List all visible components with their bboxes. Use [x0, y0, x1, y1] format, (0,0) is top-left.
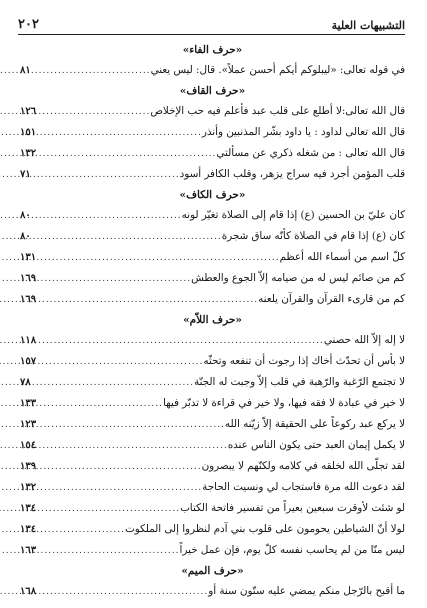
- entry-page-number: ٨٠: [20, 231, 31, 242]
- entry-page-number: ١٦٣: [20, 545, 37, 556]
- dot-leader: [39, 144, 216, 165]
- dot-leader: [39, 102, 150, 123]
- index-entry: [20, 247, 405, 268]
- entry-text: لا إله إلاّ الله حصني: [323, 334, 405, 346]
- dot-leader: [34, 165, 180, 186]
- index-entry: [20, 60, 405, 81]
- section-title: «حرف الفاء»: [182, 44, 243, 56]
- entry-text: قلب المؤمن أجرد فيه سراج يزهر، وقلب الكافر أسود: [179, 168, 405, 180]
- entry-page-number: ١٥١: [20, 127, 37, 138]
- dot-leader: [39, 290, 258, 311]
- entry-text: لا تجتمع الرّغبة والرّهبة في قلب إلاّ وجبت له الجنّة: [194, 376, 405, 388]
- entry-page-number: ١٥٧: [20, 356, 37, 367]
- entry-text: قال الله تعالى : من شغله ذكري عن مسألتي: [216, 147, 405, 159]
- index-entry: [20, 122, 405, 143]
- entry-page-number: ١٣٤: [20, 503, 37, 514]
- dot-leader: [34, 227, 222, 248]
- index-entry: [20, 143, 405, 164]
- index-entry: [20, 456, 405, 477]
- entry-text: لا يركع عبد ركوعاً على الحقيقة إلاّ زيّنه الله: [224, 418, 405, 430]
- entry-text: لا بأس أن تحدّث أخاك إذا رجوت أن تنفعه وتحثّه: [203, 355, 405, 367]
- entry-page-number: ١٦٩: [20, 273, 37, 284]
- entry-text: لقد دعوت الله مرة فاستجاب لي ونسيت الحاجة: [202, 481, 405, 493]
- entry-text: لو شئت لأوقرت سبعين بعيراً من تفسير فاتحة الكتاب: [180, 502, 405, 514]
- index-entry: [20, 372, 405, 393]
- dot-leader: [39, 352, 203, 373]
- dot-leader: [39, 541, 179, 562]
- index-entry: [20, 164, 405, 185]
- entry-text: كلّ اسم من أسماء الله أعظم: [279, 251, 405, 263]
- dot-leader: [39, 520, 125, 541]
- index-entry: [20, 519, 405, 540]
- dot-leader: [39, 123, 202, 144]
- dot-leader: [34, 206, 182, 227]
- entry-page-number: ١٦٩: [20, 294, 37, 305]
- entry-text: قال الله تعالى:لا أطلع على قلب عبد فأعلم فيه حب الإخلاص: [150, 105, 405, 117]
- index-entry: [20, 414, 405, 435]
- entry-page-number: ٨١: [20, 65, 31, 76]
- index-entry: [20, 330, 405, 351]
- entry-text: ما أقبح بالرّجل منكم يمضي عليه ستّون سنة أو: [208, 585, 405, 597]
- entry-text: لا يكمل إيمان العبد حتى يكون الناس عنده: [227, 439, 405, 451]
- entry-page-number: ٨٠: [20, 210, 31, 221]
- page-header: [18, 10, 405, 35]
- entry-page-number: ١٣٩: [20, 461, 37, 472]
- entry-page-number: ٧٨: [20, 377, 31, 388]
- section-title: «حرف الكاف»: [179, 189, 246, 201]
- entry-text: كان عليّ بن الحسين (ع) إذا قام إلى الصلاة تغيّر لونه: [181, 209, 405, 221]
- dot-leader: [39, 436, 228, 457]
- entry-text: ليس منّا من لم يحاسب نفسه كلّ يوم، فإن عمل خيراً: [179, 544, 405, 556]
- entry-page-number: ١٣٤: [20, 524, 37, 535]
- index-entry: [20, 268, 405, 289]
- book-title: التشبيهات العلية: [331, 19, 405, 32]
- index-entry: [20, 351, 405, 372]
- entry-text: لقد تجلّى الله لخلقه في كلامه ولكنّهم لا يبصرون: [201, 460, 405, 472]
- dot-leader: [39, 269, 191, 290]
- section-title: «حرف اللاّم»: [183, 314, 242, 326]
- dot-leader: [39, 499, 180, 520]
- entry-page-number: ١٣٢: [20, 482, 37, 493]
- index-entry: [20, 581, 405, 602]
- dot-leader: [39, 457, 202, 478]
- entry-page-number: ١٥٤: [20, 440, 37, 451]
- index-entry: [20, 205, 405, 226]
- entry-text: لا خير في عبادة لا فقه فيها، ولا خير في قراءة لا تدبّر فيها: [162, 397, 405, 409]
- entry-text: كم من صائم ليس له من صيامه إلاّ الجوع والعطش: [191, 272, 405, 284]
- entry-page-number: ١٣٣: [20, 398, 37, 409]
- page-number: ٢٠٢: [18, 17, 39, 32]
- entry-page-number: ١١٨: [20, 335, 37, 346]
- entry-page-number: ١٢٣: [20, 419, 37, 430]
- dot-leader: [34, 61, 151, 82]
- entry-text: لولا أنّ الشياطين يحومون على قلوب بني آدم لنظروا إلى الملكوت: [125, 523, 405, 535]
- entry-text: كم من قارىء القرآن والقرآن يلعنه: [258, 293, 405, 305]
- dot-leader: [39, 331, 324, 352]
- dot-leader: [39, 415, 225, 436]
- entry-text: كان (ع) إذا قام في الصلاة كأنّه ساق شجرة: [221, 230, 405, 242]
- section-title: «حرف القاف»: [179, 85, 246, 97]
- section-title: «حرف الميم»: [181, 565, 244, 577]
- entry-page-number: ٧١: [20, 169, 31, 180]
- index-entry: [20, 289, 405, 310]
- index-entry: [20, 226, 405, 247]
- index-entry: [20, 477, 405, 498]
- index-entry: [20, 435, 405, 456]
- dot-leader: [39, 394, 163, 415]
- entry-page-number: ١٣١: [20, 252, 37, 263]
- index-entry: [20, 101, 405, 122]
- index-entry: [20, 393, 405, 414]
- entry-page-number: ١٢٦: [20, 106, 37, 117]
- entry-page-number: ١٦٨: [20, 586, 37, 597]
- dot-leader: [39, 248, 279, 269]
- index-content: [20, 40, 405, 602]
- dot-leader: [39, 582, 208, 603]
- entry-text: قال الله تعالى لداود : يا داود بشّر المذنبين وأنذر: [201, 126, 405, 138]
- dot-leader: [39, 478, 202, 499]
- entry-text: في قوله تعالى: «ليبلوكم أيكم أحسن عملاً». قال: ليس يعني: [150, 64, 405, 76]
- index-entry: [20, 498, 405, 519]
- entry-page-number: ١٣٢: [20, 148, 37, 159]
- dot-leader: [34, 373, 194, 394]
- index-entry: [20, 540, 405, 561]
